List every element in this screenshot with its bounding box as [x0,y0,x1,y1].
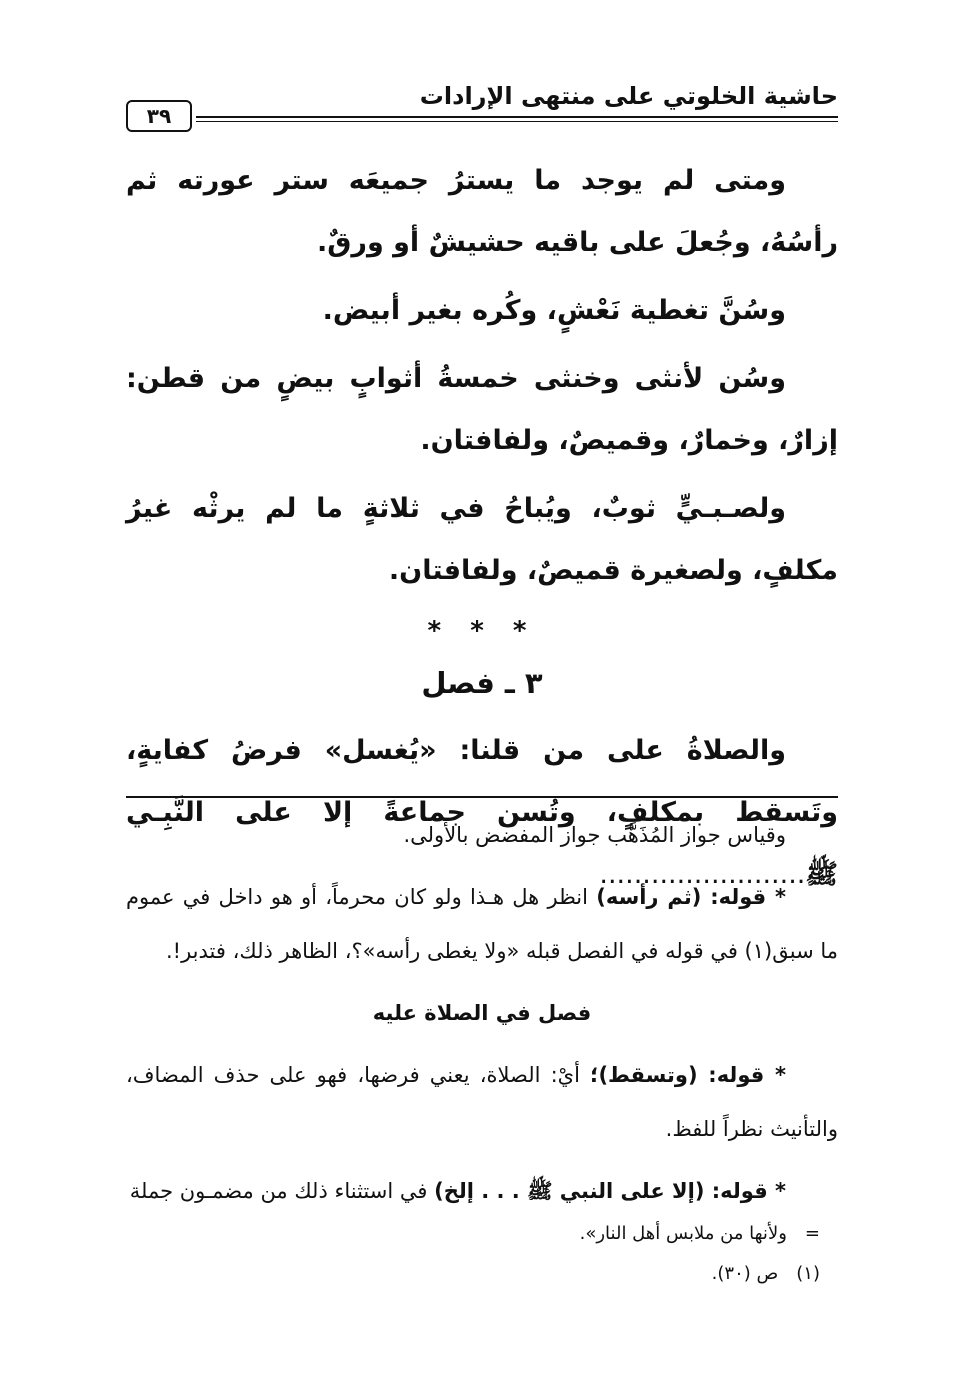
running-title: حاشية الخلوتي على منتهى الإرادات [419,82,838,110]
footnote-mark: (١) [796,1263,820,1284]
commentary-note [126,1048,838,1156]
main-paragraph: ولصـبـيٍّ ثوبٌ، ويُباحُ في ثلاثةٍ ما لم يرثْه غيرُ مكلفٍ، ولصغيرة قميصٌ، ولفافتان. [126,493,838,586]
commentary-note [126,1164,838,1218]
header-rule [196,116,838,122]
footnote-mark: = [804,1223,820,1244]
footnote-text: ولأنها من ملابس أهل النار». [579,1223,787,1244]
commentary-sub-heading: فصل في الصلاة عليه [372,1001,592,1025]
commentary-line: وقياس جواز المُذَهَّب جواز المفضض بالأولى. [403,823,786,847]
note-text: في استثناء ذلك من مضمـون جملة [129,1179,428,1203]
main-paragraph: ومتى لم يوجد ما يسترُ جميعَه ستر عورته ثم رأسُهُ، وجُعلَ على باقيه حشيشٌ أو ورقٌ. [126,165,838,258]
page-header [126,78,838,128]
footnote-continuation [126,1214,838,1254]
note-text: أيْ: الصلاة، يعني فرضها، فهو على حذف المضاف، والتأنيث نظراً للفظ. [126,1063,838,1141]
commentary-separator [126,796,838,798]
section-divider-stars: * * * [427,616,537,646]
section-title: ٣ ـ فصل [421,666,543,700]
section-paragraph-text: والصلاةُ على من قلنا: «يُغسل» فرضُ كفايةٍ، وتَسقط بمكلفٍ، وتُسن جماعةً إلا على النَّبِـي ﷺ [126,735,838,890]
note-lead: * قوله: (ثم رأسه) [596,885,786,909]
note-text: انظر هل هـذا ولو كان محرماً، أو هو داخل في عموم ما سبق(١) في قوله في الفصل قبله «ولا يغطى رأسه»؟، الظاهر ذلك، فتدبر!. [126,885,838,963]
page-number: ٣٩ [126,100,192,132]
footnote-1 [126,1254,838,1294]
note-lead: * قوله: (وتسقط)؛ [590,1063,786,1087]
footnote-text: ص (٣٠). [711,1263,779,1284]
section-dots: ........................ [599,859,806,890]
main-paragraph: وسُنَّ تغطية نَعْشٍ، وكُره بغير أبيض. [322,295,786,326]
main-paragraph: وسُن لأنثى وخنثى خمسةُ أثوابٍ بيضٍ من قطن: إزارٌ، وخمارٌ، وقميصٌ، ولفافتان. [126,363,838,456]
commentary [126,808,838,1226]
note-lead: * قوله: (إلا على النبي ﷺ . . . إلخ) [434,1179,786,1203]
footnotes [126,1214,838,1294]
commentary-note [126,870,838,978]
